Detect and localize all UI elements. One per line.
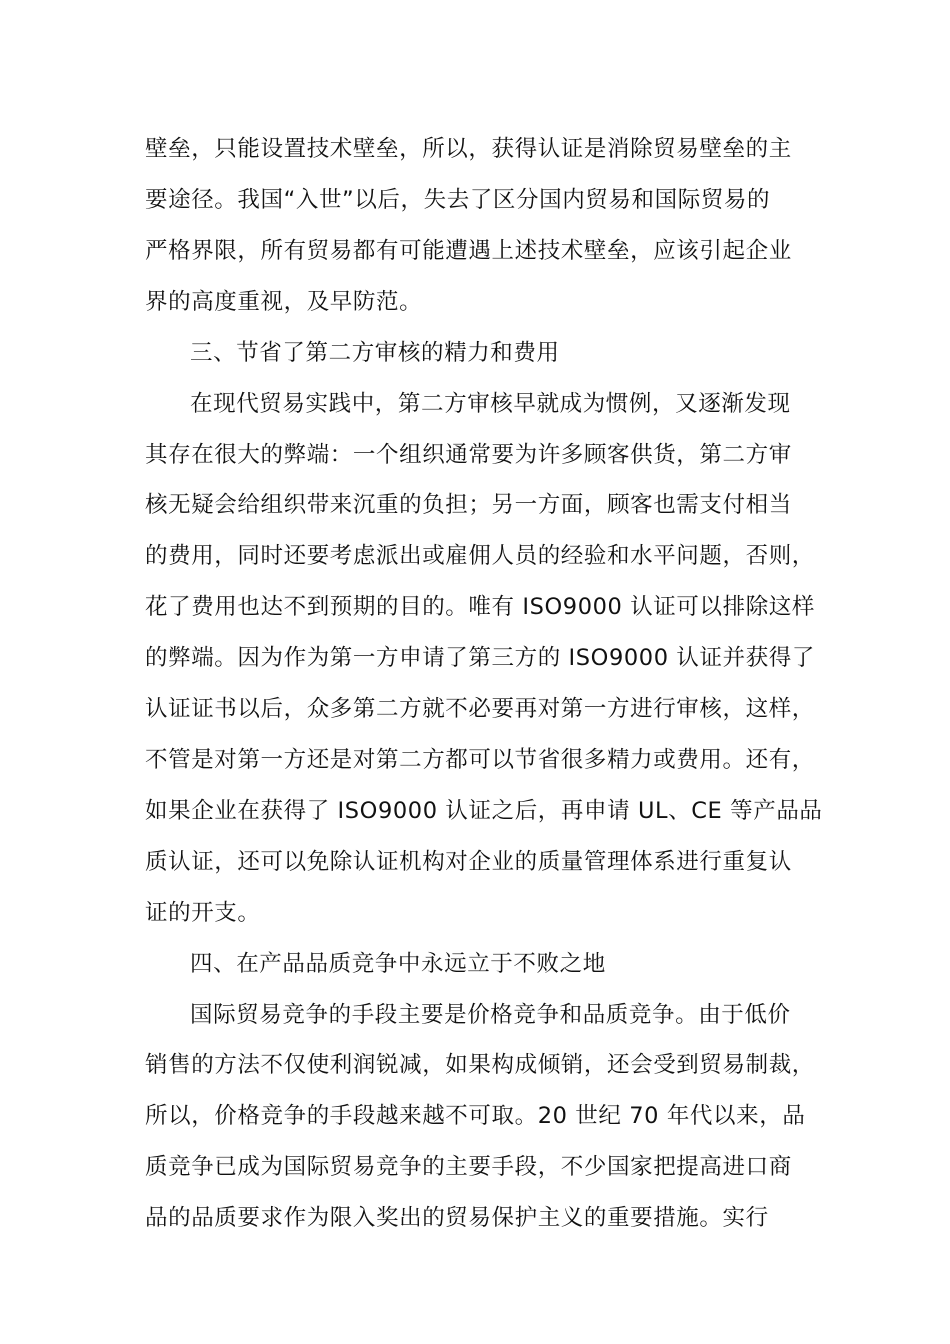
paragraph-line: 的费用，同时还要考虑派出或雇佣人员的经验和水平问题，否则， [145, 543, 815, 569]
paragraph-line: 不管是对第一方还是对第二方都可以节省很多精力或费用。还有， [145, 747, 815, 773]
section-heading: 三、节省了第二方审核的精力和费用 [190, 340, 560, 366]
paragraph-line: 核无疑会给组织带来沉重的负担；另一方面，顾客也需支付相当 [145, 492, 792, 518]
paragraph-line: 其存在很大的弊端：一个组织通常要为许多顾客供货，第二方审 [145, 442, 792, 468]
paragraph-line: 在现代贸易实践中，第二方审核早就成为惯例，又逐渐发现 [190, 391, 791, 417]
paragraph-line: 认证证书以后，众多第二方就不必要再对第一方进行审核，这样， [145, 696, 815, 722]
paragraph-line: 质认证，还可以免除认证机构对企业的质量管理体系进行重复认 [145, 849, 792, 875]
paragraph-line: 如果企业在获得了 ISO9000 认证之后，再申请 UL、CE 等产品品 [145, 798, 823, 824]
paragraph-line: 所以，价格竞争的手段越来越不可取。20 世纪 70 年代以来，品 [145, 1103, 806, 1129]
paragraph-line: 要途径。我国“入世”以后，失去了区分国内贸易和国际贸易的 [145, 187, 771, 213]
paragraph-line: 国际贸易竞争的手段主要是价格竞争和品质竞争。由于低价 [190, 1002, 791, 1028]
paragraph-line: 壁垒，只能设置技术壁垒，所以，获得认证是消除贸易壁垒的主 [145, 136, 792, 162]
paragraph-line: 界的高度重视，及早防范。 [145, 289, 423, 315]
paragraph-line: 花了费用也达不到预期的目的。唯有 ISO9000 认证可以排除这样 [145, 594, 815, 620]
paragraph-line: 质竞争已成为国际贸易竞争的主要手段，不少国家把提高进口商 [145, 1154, 792, 1180]
paragraph-line: 品的品质要求作为限入奖出的贸易保护主义的重要措施。实行 [145, 1205, 769, 1231]
paragraph-line: 的弊端。因为作为第一方申请了第三方的 ISO9000 认证并获得了 [145, 645, 815, 671]
paragraph-line: 销售的方法不仅使利润锐减，如果构成倾销，还会受到贸易制裁， [145, 1052, 815, 1078]
section-heading: 四、在产品品质竞争中永远立于不败之地 [190, 951, 606, 977]
paragraph-line: 严格界限，所有贸易都有可能遭遇上述技术壁垒，应该引起企业 [145, 238, 792, 264]
paragraph-line: 证的开支。 [145, 900, 261, 926]
